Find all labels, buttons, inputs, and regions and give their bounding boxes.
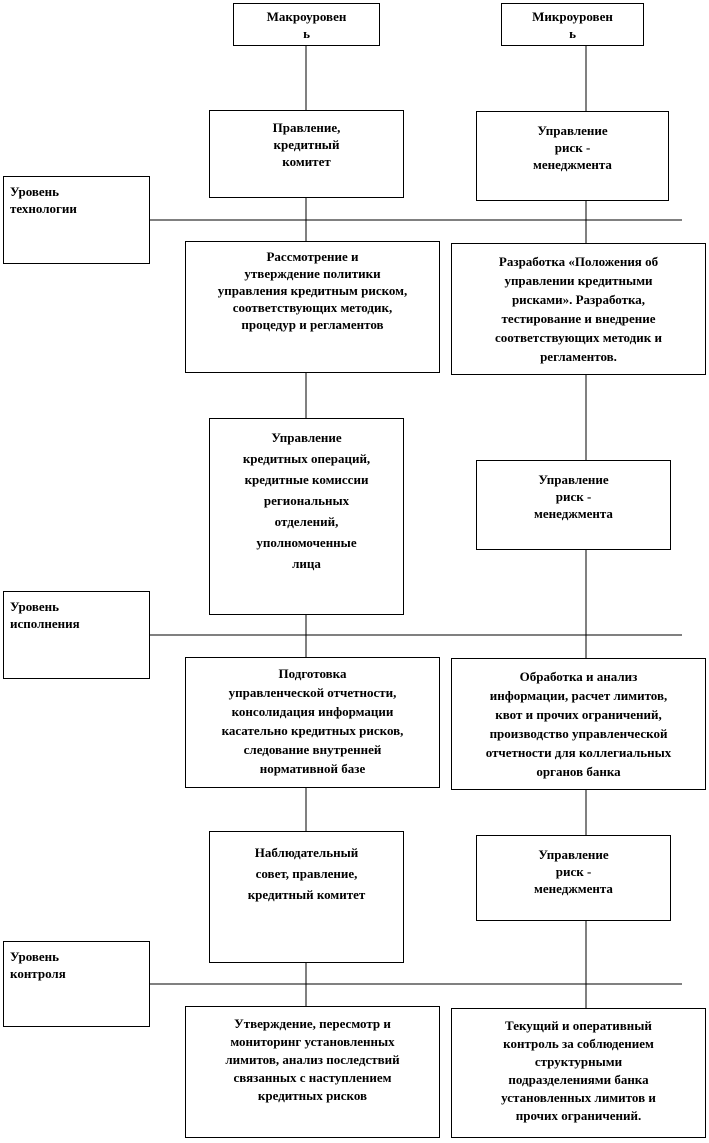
risk-management-text-3: Управление риск - менеджмента (534, 847, 613, 896)
board-committee-box (209, 110, 404, 198)
supervisory-board-box (209, 831, 404, 963)
regulation-development-text: Разработка «Положения об управлении кредитными рисками». Разработка, тестирование и внедрение соответствующих методик и регламентов. (495, 254, 662, 364)
risk-management-text-1: Управление риск - менеджмента (533, 123, 612, 172)
current-control-text: Текущий и оперативный контроль за соблюдением структурными подразделениями банка установленных лимитов и прочих ограничений. (501, 1018, 656, 1123)
credit-operations-box (209, 418, 404, 615)
current-control-box (451, 1008, 706, 1138)
info-processing-text: Обработка и анализ информации, расчет лимитов, квот и прочих ограничений, производство управленческой отчетности для коллегиальных органов банка (485, 669, 672, 779)
control-level-label: Уровень контроля (10, 949, 66, 981)
policy-approval-box (185, 241, 440, 373)
supervisory-board-text: Наблюдательный совет, правление, кредитный комитет (247, 845, 366, 902)
risk-management-text-2: Управление риск - менеджмента (534, 472, 613, 521)
policy-approval-text: Рассмотрение и утверждение политики управления кредитным риском, соответствующих методик, процедур и регламентов (217, 249, 408, 332)
micro-level-label: Микроуровен ь (532, 9, 613, 41)
technology-level-box (3, 176, 150, 264)
control-level-box (3, 941, 150, 1027)
risk-management-box-1 (476, 111, 669, 201)
macro-level-label: Макроуровен ь (266, 9, 347, 41)
execution-level-label: Уровень исполнения (10, 599, 80, 631)
info-processing-box (451, 658, 706, 790)
risk-management-box-2 (476, 460, 671, 550)
micro-level-header (501, 3, 644, 46)
credit-operations-text: Управление кредитных операций, кредитные комиссии региональных отделений, уполномоченные лица (242, 430, 371, 571)
execution-level-box (3, 591, 150, 679)
limits-approval-box (185, 1006, 440, 1138)
risk-management-box-3 (476, 835, 671, 921)
board-committee-text: Правление, кредитный комитет (272, 120, 341, 169)
regulation-development-box (451, 243, 706, 375)
limits-approval-text: Утверждение, пересмотр и мониторинг установленных лимитов, анализ последствий связанных с наступлением кредитных рисков (225, 1016, 400, 1103)
reporting-box (185, 657, 440, 788)
reporting-text: Подготовка управленческой отчетности, консолидация информации касательно кредитных рисков, следование внутренней нормативной базе (221, 666, 404, 776)
technology-level-label: Уровень технологии (10, 184, 77, 216)
macro-level-header (233, 3, 380, 46)
